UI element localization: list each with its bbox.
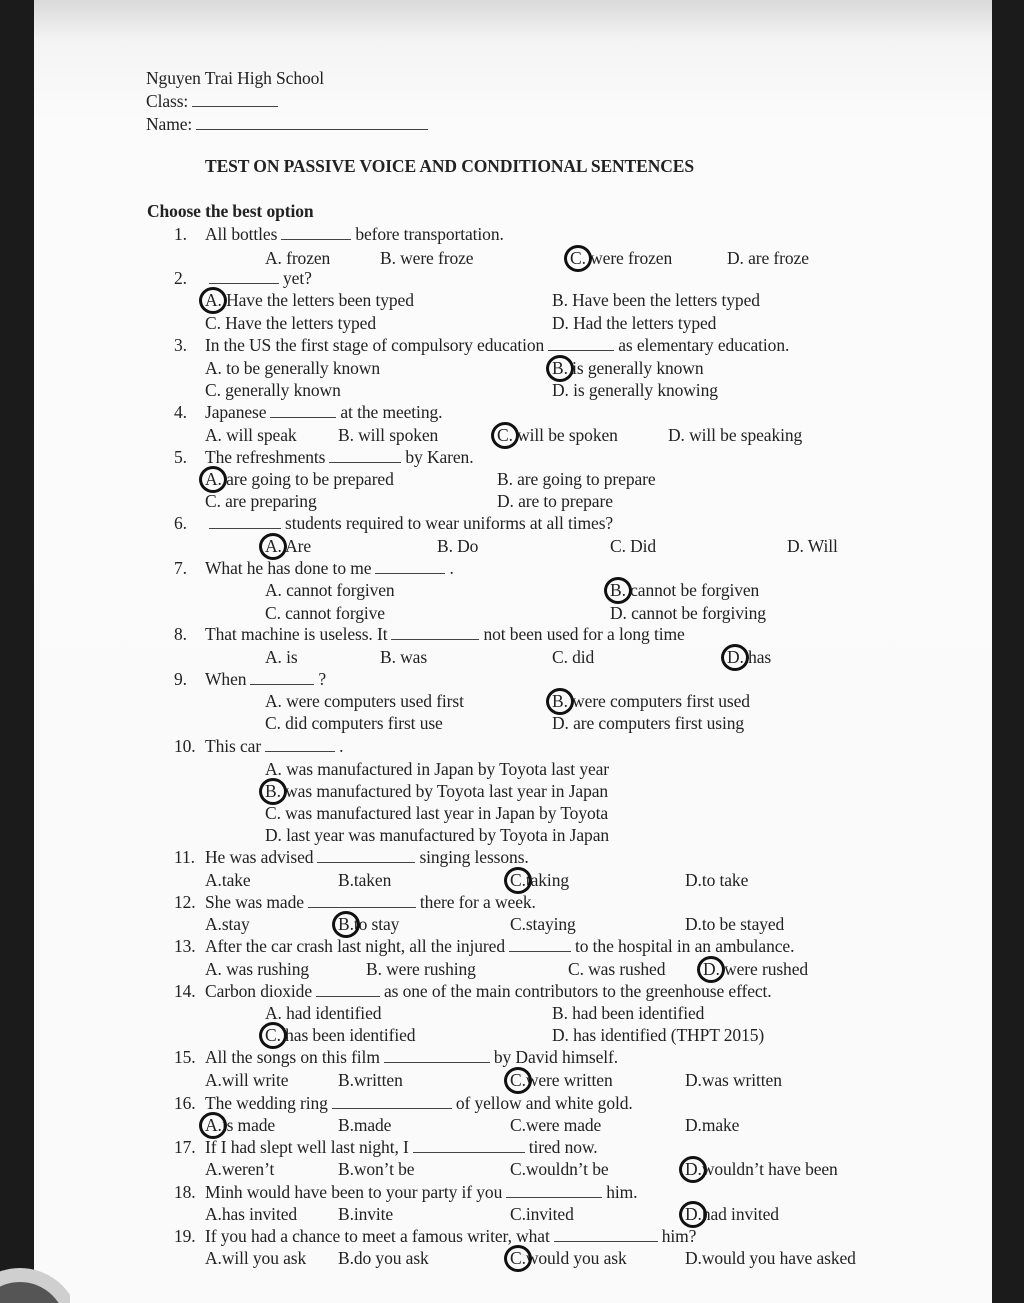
option-c: C. was rushed <box>568 959 666 979</box>
question-number: 19. <box>174 1226 196 1246</box>
question-text: . <box>339 736 344 756</box>
name-blank <box>196 115 428 130</box>
question-text: singing lessons. <box>419 847 529 867</box>
option-d: D. are to prepare <box>497 491 613 511</box>
option-c: C. were frozen <box>570 248 673 268</box>
option-a: A. had identified <box>265 1003 382 1023</box>
option-a: A.will you ask <box>205 1248 307 1268</box>
question-number: 3. <box>174 335 187 355</box>
option-a: A.stay <box>205 914 250 934</box>
question-text: to the hospital in an ambulance. <box>574 936 795 956</box>
option-a: A. frozen <box>265 248 331 268</box>
option-d: D. were rushed <box>703 959 809 979</box>
answer-blank <box>332 1094 452 1109</box>
question-number: 18. <box>174 1182 196 1202</box>
answer-blank <box>391 625 479 640</box>
question-stem <box>174 447 473 468</box>
question-number: 6. <box>174 513 187 533</box>
option-d: D. are computers first using <box>552 713 745 733</box>
option-c: C.were written <box>510 1070 613 1090</box>
question-text: What he has done to me <box>205 558 372 578</box>
option-d: D.to take <box>685 870 749 890</box>
name-label: Name: <box>146 114 193 134</box>
question-number: 16. <box>174 1093 196 1113</box>
option-d: D. Will <box>787 536 838 556</box>
option-a: A. was manufactured in Japan by Toyota last year <box>265 759 610 779</box>
question-text: If you had a chance to meet a famous writer, what <box>205 1226 550 1246</box>
answer-blank <box>554 1227 658 1242</box>
question-number: 17. <box>174 1137 196 1157</box>
finger-shadow <box>0 1262 70 1303</box>
question-number: 10. <box>174 736 196 756</box>
option-b: B. were computers first used <box>552 691 750 711</box>
question-number: 15. <box>174 1047 196 1067</box>
answer-blank <box>265 737 335 752</box>
question-number: 4. <box>174 402 187 422</box>
question-stem <box>174 1182 637 1203</box>
option-a: A. Have the letters been typed <box>205 290 414 310</box>
question-text: ? <box>318 669 327 689</box>
option-b: B.do you ask <box>338 1248 429 1268</box>
option-a: A. to be generally known <box>205 358 380 378</box>
option-a: A. cannot forgiven <box>265 580 395 600</box>
option-b: B. were rushing <box>366 959 476 979</box>
question-number: 11. <box>174 847 195 867</box>
option-d: D.had invited <box>685 1204 779 1224</box>
question-stem <box>174 1226 696 1247</box>
option-c: C.wouldn’t be <box>510 1159 609 1179</box>
answer-blank <box>548 336 614 351</box>
question-text: students required to wear uniforms at all times? <box>285 513 614 533</box>
option-b: B. were froze <box>380 248 474 268</box>
option-b: B. cannot be forgiven <box>610 580 760 600</box>
question-text: tired now. <box>528 1137 598 1157</box>
question-stem <box>174 936 794 957</box>
question-text: Japanese <box>205 402 267 422</box>
question-stem <box>174 268 312 289</box>
option-a: A. Are <box>265 536 312 556</box>
option-b: B.to stay <box>338 914 400 934</box>
worksheet-page <box>34 0 992 1303</box>
option-d: D. last year was manufactured by Toyota in Japan <box>265 825 610 845</box>
option-a: A. was rushing <box>205 959 310 979</box>
instruction: Choose the best option <box>147 201 314 221</box>
option-c: C. did <box>552 647 595 667</box>
option-b: B. Do <box>437 536 479 556</box>
answer-blank <box>281 225 351 240</box>
question-number: 9. <box>174 669 187 689</box>
option-b: B.taken <box>338 870 392 890</box>
option-c: C. Have the letters typed <box>205 313 376 333</box>
option-c: C. Did <box>610 536 657 556</box>
option-d: D. are froze <box>727 248 809 268</box>
question-text: If I had slept well last night, I <box>205 1137 409 1157</box>
option-d: D. Had the letters typed <box>552 313 717 333</box>
option-b: B. is generally known <box>552 358 704 378</box>
option-d: D.to be stayed <box>685 914 785 934</box>
answer-blank <box>329 448 401 463</box>
question-stem <box>174 624 685 645</box>
option-c: C. cannot forgive <box>265 603 385 623</box>
option-c: C.taking <box>510 870 569 890</box>
option-a: A. is <box>265 647 298 667</box>
question-stem <box>174 513 613 534</box>
question-text: Carbon dioxide <box>205 981 312 1001</box>
question-text: by Karen. <box>405 447 474 467</box>
answer-blank <box>317 848 415 863</box>
option-d: D. cannot be forgiving <box>610 603 766 623</box>
option-c: C.were made <box>510 1115 602 1135</box>
question-text: him? <box>661 1226 697 1246</box>
answer-blank <box>506 1183 602 1198</box>
option-d: D. has identified (THPT 2015) <box>552 1025 765 1045</box>
answer-blank <box>413 1138 525 1153</box>
option-d: D. has <box>727 647 772 667</box>
option-b: B. Have been the letters typed <box>552 290 760 310</box>
option-b: B.won’t be <box>338 1159 415 1179</box>
question-number: 13. <box>174 936 196 956</box>
question-number: 1. <box>174 224 187 244</box>
option-a: A. will speak <box>205 425 297 445</box>
option-b: B. was manufactured by Toyota last year in Japan <box>265 781 609 801</box>
question-text: . <box>449 558 454 578</box>
question-text: at the meeting. <box>340 402 443 422</box>
question-stem <box>174 402 442 423</box>
question-stem <box>174 981 772 1002</box>
option-b: B. are going to prepare <box>497 469 656 489</box>
option-d: D.was written <box>685 1070 782 1090</box>
option-a: A.take <box>205 870 251 890</box>
question-stem <box>174 558 454 579</box>
class-label: Class: <box>146 91 189 111</box>
option-a: A.is made <box>205 1115 276 1135</box>
question-stem <box>174 224 504 245</box>
question-number: 2. <box>174 268 187 288</box>
question-text: as one of the main contributors to the greenhouse effect. <box>383 981 772 1001</box>
option-a: A.has invited <box>205 1204 298 1224</box>
answer-blank <box>250 670 314 685</box>
option-d: D. will be speaking <box>668 425 803 445</box>
option-c: C. was manufactured last year in Japan by Toyota <box>265 803 609 823</box>
question-text: The refreshments <box>205 447 326 467</box>
option-c: C.would you ask <box>510 1248 627 1268</box>
option-a: A.will write <box>205 1070 289 1090</box>
option-a: A. were computers used first <box>265 691 464 711</box>
option-c: C. generally known <box>205 380 341 400</box>
option-c: C. will be spoken <box>497 425 618 445</box>
question-text: After the car crash last night, all the injured <box>205 936 505 956</box>
option-a: A.weren’t <box>205 1159 275 1179</box>
question-number: 7. <box>174 558 187 578</box>
option-d: D.make <box>685 1115 740 1135</box>
question-text: Minh would have been to your party if you <box>205 1182 503 1202</box>
question-text: In the US the first stage of compulsory education <box>205 335 545 355</box>
question-stem <box>174 335 789 356</box>
option-a: A. are going to be prepared <box>205 469 394 489</box>
question-number: 5. <box>174 447 187 467</box>
question-text: by David himself. <box>493 1047 619 1067</box>
answer-blank <box>509 937 571 952</box>
answer-blank <box>308 893 416 908</box>
question-stem <box>174 1047 618 1068</box>
option-d: D.wouldn’t have been <box>685 1159 838 1179</box>
question-text: All bottles <box>205 224 278 244</box>
option-d: D. is generally knowing <box>552 380 718 400</box>
option-d: D.would you have asked <box>685 1248 856 1268</box>
question-stem <box>174 892 536 913</box>
option-b: B. was <box>380 647 428 667</box>
option-b: B.invite <box>338 1204 394 1224</box>
option-c: C. has been identified <box>265 1025 416 1045</box>
question-text: The wedding ring <box>205 1093 328 1113</box>
option-c: C.staying <box>510 914 576 934</box>
option-c: C. did computers first use <box>265 713 443 733</box>
answer-blank <box>209 269 279 284</box>
option-c: C. are preparing <box>205 491 317 511</box>
question-text: yet? <box>283 268 312 288</box>
question-stem <box>174 736 343 757</box>
question-text: That machine is useless. It <box>205 624 388 644</box>
option-b: B.written <box>338 1070 403 1090</box>
test-title: TEST ON PASSIVE VOICE AND CONDITIONAL SENTENCES <box>205 156 694 176</box>
question-text: She was made <box>205 892 304 912</box>
answer-blank <box>209 514 281 529</box>
option-b: B.made <box>338 1115 392 1135</box>
answer-blank <box>384 1048 490 1063</box>
question-text: When <box>205 669 247 689</box>
option-c: C.invited <box>510 1204 574 1224</box>
question-text: before transportation. <box>355 224 504 244</box>
question-text: there for a week. <box>419 892 536 912</box>
class-field <box>146 91 278 112</box>
class-blank <box>192 92 278 107</box>
question-text: of yellow and white gold. <box>455 1093 633 1113</box>
question-number: 12. <box>174 892 196 912</box>
question-stem <box>174 847 529 868</box>
answer-blank <box>375 559 445 574</box>
question-stem <box>174 669 326 690</box>
option-b: B. had been identified <box>552 1003 705 1023</box>
option-b: B. will spoken <box>338 425 439 445</box>
question-text: as elementary education. <box>618 335 790 355</box>
question-text: This car <box>205 736 262 756</box>
question-stem <box>174 1137 598 1158</box>
answer-blank <box>316 982 380 997</box>
question-stem <box>174 1093 633 1114</box>
question-text: not been used for a long time <box>483 624 685 644</box>
question-text: All the songs on this film <box>205 1047 380 1067</box>
answer-blank <box>270 403 336 418</box>
name-field <box>146 114 428 135</box>
question-text: He was advised <box>205 847 314 867</box>
question-number: 14. <box>174 981 196 1001</box>
question-text: him. <box>606 1182 638 1202</box>
question-number: 8. <box>174 624 187 644</box>
school-name: Nguyen Trai High School <box>146 68 325 88</box>
